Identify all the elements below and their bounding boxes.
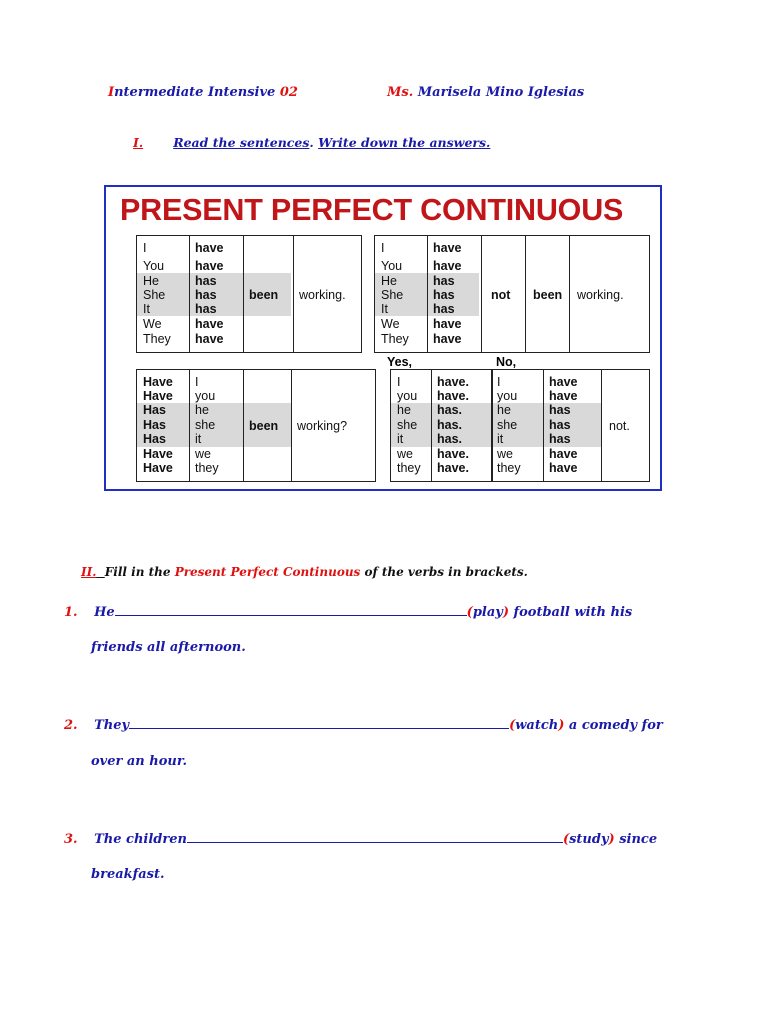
q-pronoun-2: he — [195, 403, 209, 417]
q-verb: working? — [297, 419, 348, 433]
short-yes-pronoun-2: he — [397, 403, 411, 417]
short-no-pronoun-4: it — [497, 432, 504, 446]
neg-aux-1: have — [433, 259, 462, 273]
exercise-2-paren-close: ) — [558, 718, 565, 733]
neg-pronoun-0: I — [381, 241, 385, 255]
exercise-3-number: 3. — [64, 832, 78, 847]
aff-aux-5: have — [195, 317, 224, 331]
short-yes-pronoun-1: you — [397, 389, 418, 403]
q-pronoun-0: I — [195, 375, 199, 389]
q-aux-5: Have — [143, 447, 173, 461]
short-yes-pronoun-4: it — [397, 432, 404, 446]
aff-pronoun-2: He — [143, 274, 159, 288]
neg-aux-3: has — [433, 288, 455, 302]
grammar-chart — [104, 185, 662, 491]
aff-aux-1: have — [195, 259, 224, 273]
short-no-pronoun-2: he — [497, 403, 511, 417]
exercise-3-verb: study — [569, 832, 609, 847]
course-title-text: ntermediate Intensive — [114, 85, 280, 100]
short-yes-aux-1: have. — [437, 389, 469, 403]
aff-pronoun-0: I — [143, 241, 147, 255]
yes-label: Yes, — [387, 355, 413, 369]
neg-pronoun-2: He — [381, 274, 397, 288]
aff-verb: working. — [299, 288, 346, 302]
aff-aux-6: have — [195, 332, 224, 346]
aff-aux-2: has — [195, 274, 217, 288]
aff-pronoun-5: We — [143, 317, 162, 331]
neg-pronoun-4: It — [381, 302, 388, 316]
no-label: No, — [496, 355, 517, 369]
neg-pronoun-5: We — [381, 317, 400, 331]
q-pronoun-3: she — [195, 418, 216, 432]
short-yes-pronoun-0: I — [397, 375, 401, 389]
teacher-prefix: Ms. — [387, 85, 414, 100]
exercise-2-paren-open: ( — [509, 718, 516, 733]
course-title — [108, 85, 298, 100]
section-two-tense: Present Perfect Continuous — [174, 565, 361, 579]
aff-been: been — [249, 288, 279, 302]
exercise-1 — [64, 605, 632, 620]
exercise-2-number: 2. — [64, 718, 78, 733]
negative-table — [374, 235, 650, 353]
q-pronoun-4: it — [195, 432, 202, 446]
question-table — [136, 369, 376, 482]
exercise-3-paren-close: ) — [608, 832, 615, 847]
short-yes-aux-6: have. — [437, 461, 469, 475]
neg-verb: working. — [577, 288, 624, 302]
exercise-1-answer-blank[interactable] — [115, 614, 467, 616]
section-two-numeral: II. — [81, 565, 97, 579]
short-no-pronoun-5: we — [497, 447, 513, 461]
short-answers-table — [390, 369, 650, 482]
neg-aux-6: have — [433, 332, 462, 346]
section-one-heading — [133, 135, 490, 150]
exercise-2-rest: a comedy for — [564, 718, 663, 733]
short-yes-pronoun-3: she — [397, 418, 418, 432]
teacher-name — [387, 85, 584, 100]
section-two-text-a: Fill in the — [104, 565, 175, 579]
section-one-instruction-b: Write down the answers. — [318, 135, 491, 150]
neg-aux-2: has — [433, 274, 455, 288]
exercise-1-continuation: friends all afternoon. — [91, 640, 246, 655]
q-aux-0: Have — [143, 375, 173, 389]
neg-pronoun-1: You — [381, 259, 403, 273]
aff-pronoun-4: It — [143, 302, 150, 316]
short-not: not. — [609, 419, 630, 433]
q-pronoun-1: you — [195, 389, 216, 403]
neg-not: not — [491, 288, 511, 302]
exercise-3-continuation: breakfast. — [91, 867, 165, 882]
short-no-aux-3: has — [549, 418, 571, 432]
neg-aux-4: has — [433, 302, 455, 316]
neg-pronoun-6: They — [381, 332, 409, 346]
neg-aux-0: have — [433, 241, 462, 255]
exercise-1-subject: He — [94, 605, 115, 620]
exercise-3-subject: The children — [94, 832, 187, 847]
short-no-aux-4: has — [549, 432, 571, 446]
exercise-1-paren-open: ( — [466, 605, 473, 620]
section-one-numeral: I. — [133, 135, 144, 150]
q-pronoun-6: they — [195, 461, 219, 475]
section-one-instruction-a: Read the sentences — [173, 135, 310, 150]
short-yes-aux-2: has. — [437, 403, 463, 417]
exercise-2-subject: They — [94, 718, 130, 733]
short-no-pronoun-6: they — [497, 461, 521, 475]
short-no-aux-6: have — [549, 461, 578, 475]
short-yes-pronoun-5: we — [397, 447, 413, 461]
aff-pronoun-1: You — [143, 259, 165, 273]
neg-aux-5: have — [433, 317, 462, 331]
aff-aux-3: has — [195, 288, 217, 302]
exercise-2-continuation: over an hour. — [91, 754, 188, 769]
aff-pronoun-3: She — [143, 288, 166, 302]
exercise-1-paren-close: ) — [502, 605, 509, 620]
exercise-3-rest: since — [614, 832, 658, 847]
neg-been: been — [533, 288, 563, 302]
section-two-text-c: of the verbs in brackets. — [360, 565, 528, 579]
short-no-aux-0: have — [549, 375, 578, 389]
teacher-fullname: Marisela Mino Iglesias — [413, 85, 585, 100]
short-yes-aux-3: has. — [437, 418, 463, 432]
short-no-aux-1: have — [549, 389, 578, 403]
course-title-initial: I — [108, 85, 115, 100]
short-no-pronoun-0: I — [497, 375, 501, 389]
exercise-1-rest: football with his — [509, 605, 633, 620]
short-yes-aux-5: have. — [437, 447, 469, 461]
exercise-2-answer-blank[interactable] — [129, 727, 509, 729]
q-aux-2: Has — [143, 403, 166, 417]
exercise-2 — [64, 718, 663, 733]
short-yes-aux-4: has. — [437, 432, 463, 446]
short-no-aux-2: has — [549, 403, 571, 417]
q-aux-1: Have — [143, 389, 173, 403]
short-no-pronoun-1: you — [497, 389, 518, 403]
exercise-1-verb: play — [472, 605, 503, 620]
q-aux-4: Has — [143, 432, 166, 446]
q-aux-6: Have — [143, 461, 173, 475]
q-pronoun-5: we — [195, 447, 211, 461]
neg-pronoun-3: She — [381, 288, 404, 302]
exercise-3 — [64, 832, 657, 847]
aff-pronoun-6: They — [143, 332, 171, 346]
short-no-aux-5: have — [549, 447, 578, 461]
exercise-3-answer-blank[interactable] — [187, 841, 563, 843]
course-number: 02 — [279, 85, 298, 100]
aff-aux-4: has — [195, 302, 217, 316]
section-one-dot: . — [309, 135, 314, 150]
exercise-1-number: 1. — [64, 605, 78, 620]
short-yes-pronoun-6: they — [397, 461, 421, 475]
affirmative-table — [136, 235, 362, 353]
chart-title: PRESENT PERFECT CONTINUOUS — [120, 193, 624, 227]
exercise-2-verb: watch — [515, 718, 559, 733]
section-two-heading — [81, 565, 528, 579]
q-aux-3: Has — [143, 418, 166, 432]
q-been: been — [249, 419, 279, 433]
short-no-pronoun-3: she — [497, 418, 518, 432]
exercise-3-paren-open: ( — [562, 832, 570, 847]
aff-aux-0: have — [195, 241, 224, 255]
short-yes-aux-0: have. — [437, 375, 469, 389]
